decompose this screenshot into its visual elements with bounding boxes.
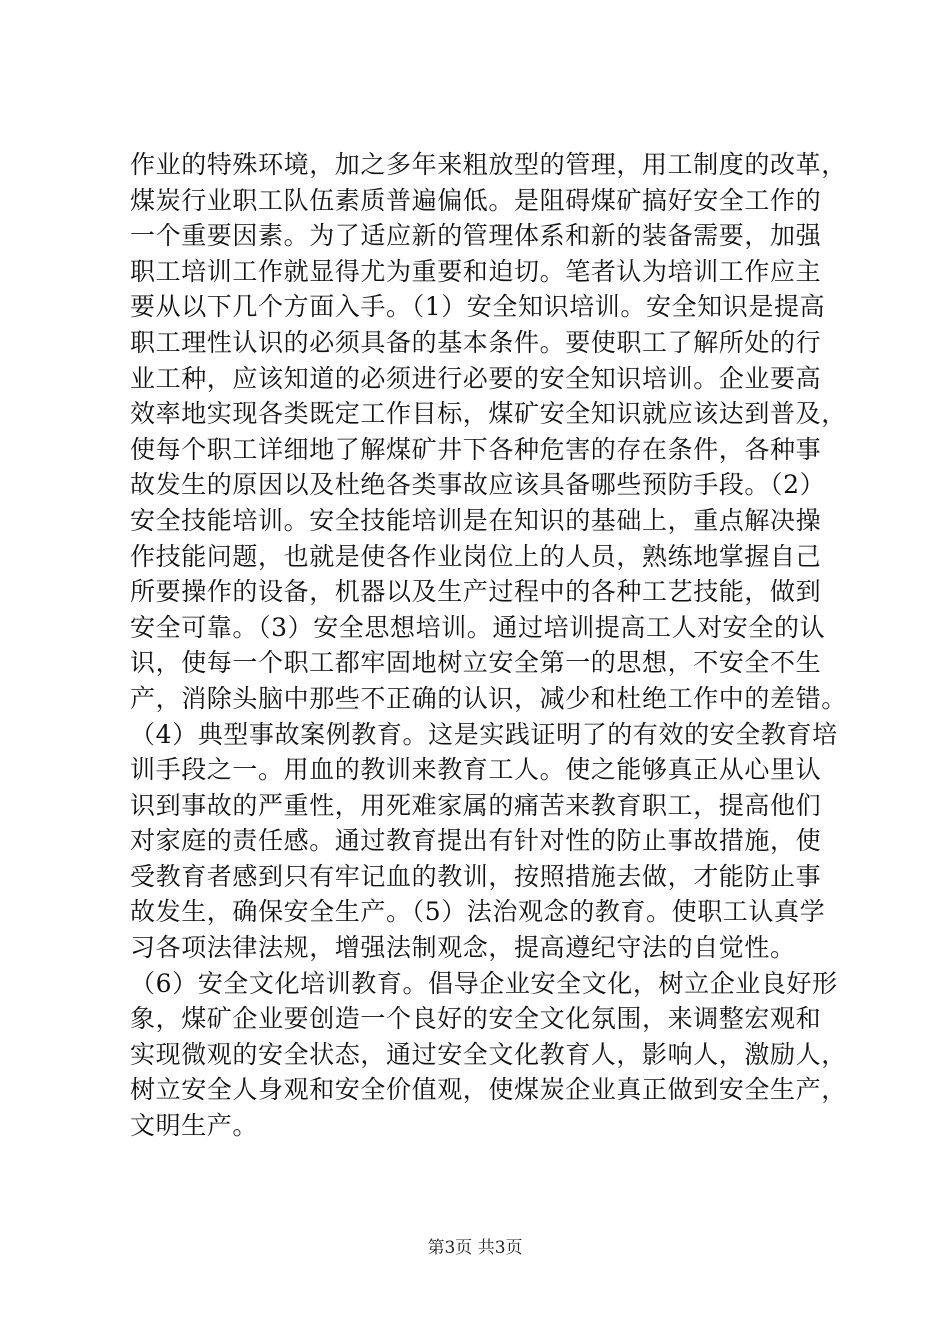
text-line: 习各项法律法规，增强法制观念，提高遵纪守法的自觉性。 [130, 933, 796, 963]
text-line: 故发生，确保安全生产。（5）法治观念的教育。使职工认真学 [130, 897, 826, 927]
text-line: 训手段之一。用血的教训来教育工人。使之能够真正从心里认 [130, 755, 822, 785]
text-line: 使每个职工详细地了解煤矿井下各种危害的存在条件，各种事 [130, 434, 822, 464]
text-line: 一个重要因素。为了适应新的管理体系和新的装备需要，加强 [130, 221, 822, 251]
text-line: 故发生的原因以及杜绝各类事故应该具备哪些预防手段。（2） [130, 470, 826, 500]
text-line: 作技能问题，也就是使各作业岗位上的人员，熟练地掌握自己 [130, 541, 822, 571]
text-line: 文明生产。 [130, 1111, 259, 1141]
text-line: 职工理性认识的必须具备的基本条件。要使职工了解所处的行 [130, 327, 822, 357]
text-line: 象，煤矿企业要创造一个良好的安全文化氛围，来调整宏观和 [130, 1004, 822, 1034]
text-line: 安全可靠。（3）安全思想培训。通过培训提高工人对安全的认 [130, 612, 826, 642]
text-line: 识到事故的严重性，用死难家属的痛苦来教育职工，提高他们 [130, 790, 822, 820]
text-line: 安全技能培训。安全技能培训是在知识的基础上，重点解决操 [130, 505, 822, 535]
text-line: （4）典型事故案例教育。这是实践证明了的有效的安全教育培 [130, 719, 838, 749]
text-line: 树立安全人身观和安全价值观，使煤炭企业真正做到安全生产， [130, 1075, 847, 1105]
text-line: 职工培训工作就显得尤为重要和迫切。笔者认为培训工作应主 [130, 256, 822, 286]
text-line: 识，使每一个职工都牢固地树立安全第一的思想，不安全不生 [130, 648, 822, 678]
text-line: （6）安全文化培训教育。倡导企业安全文化，树立企业良好形 [130, 968, 838, 998]
text-line: 作业的特殊环境，加之多年来粗放型的管理，用工制度的改革， [130, 150, 847, 179]
text-line: 所要操作的设备，机器以及生产过程中的各种工艺技能，做到 [130, 577, 822, 607]
text-line: 煤炭行业职工队伍素质普遍偏低。是阻碍煤矿搞好安全工作的 [130, 185, 822, 215]
text-line: 效率地实现各类既定工作目标，煤矿安全知识就应该达到普及， [130, 399, 847, 429]
text-line: 实现微观的安全状态，通过安全文化教育人，影响人，激励人， [130, 1039, 847, 1069]
text-line: 业工种，应该知道的必须进行必要的安全知识培训。企业要高 [130, 363, 822, 393]
text-line: 对家庭的责任感。通过教育提出有针对性的防止事故措施，使 [130, 826, 822, 856]
page-number: 第3页 共3页 [427, 1238, 523, 1258]
text-line: 要从以下几个方面入手。（1）安全知识培训。安全知识是提高 [130, 292, 826, 322]
document-body [130, 147, 860, 1144]
text-line: 受教育者感到只有牢记血的教训，按照措施去做，才能防止事 [130, 861, 822, 891]
text-line: 产，消除头脑中那些不正确的认识，减少和杜绝工作中的差错。 [130, 683, 847, 713]
